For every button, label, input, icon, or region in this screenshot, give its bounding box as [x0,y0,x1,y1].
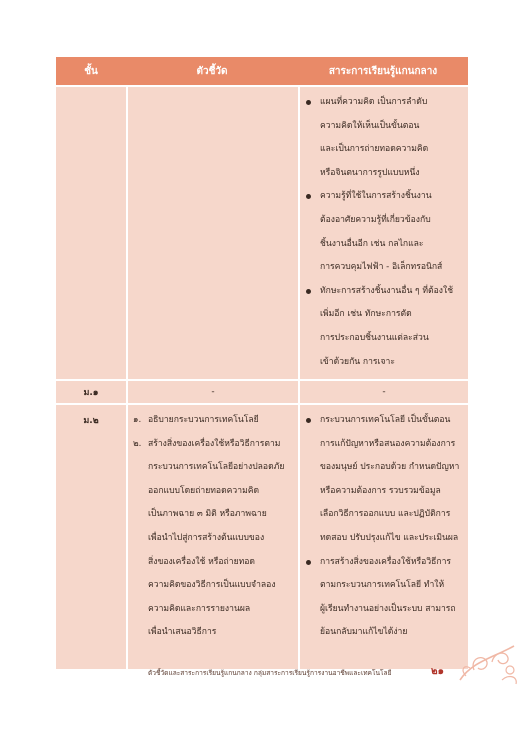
table-row [56,379,468,403]
core-content-line [300,209,468,233]
indicator-line [128,456,298,480]
line-text: อธิบายกระบวนการเทคโนโลยี [148,415,259,425]
line-text: สิ่งของเครื่องใช้ หรือถ่ายทอด [148,556,256,567]
line-text: เข้าด้วยกัน การเจาะ [320,356,395,367]
indicator-text: - [211,387,215,397]
grade-label: ม.๒ [83,416,99,426]
line-text: เพื่อนำเสนอวิธีการ [148,627,217,638]
indicator-line [128,409,298,433]
core-content-text: - [382,387,386,397]
line-text: เลือกวิธีการออกแบบ และปฏิบัติการ [320,509,451,520]
line-text: กระบวนการเทคโนโลยีอย่างปลอดภัย [148,462,285,473]
line-text: ชิ้นงานอื่นอีก เช่น กลไกและ [320,238,424,249]
core-content-line [300,280,468,304]
core-content-lines [300,405,468,645]
line-text: ย้อนกลับมาแก้ไขได้ง่าย [320,627,408,638]
line-text: ตามกระบวนการเทคโนโลยี ทำให้ [320,580,445,591]
grade-cell [56,405,126,669]
indicator-line [128,527,298,551]
core-content-cell [298,405,468,669]
grade-cell [56,381,126,403]
core-content-line [300,621,468,645]
line-text: หรือความต้องการ รวบรวมข้อมูล [320,485,441,496]
core-content-line [300,256,468,280]
bullet-icon [306,100,311,105]
core-content-line [300,91,468,115]
line-text: ความคิดและการรายงานผล [148,603,251,614]
line-text: และเป็นการถ่ายทอดความคิด [320,144,429,155]
core-content-line [300,527,468,551]
line-text: เป็นภาพฉาย ๓ มิติ หรือภาพฉาย [148,509,267,520]
core-content-line [300,456,468,480]
grade-cell [56,87,126,379]
core-content-line [300,433,468,457]
core-content-line [300,574,468,598]
line-text: แผนที่ความคิด เป็นการลำดับ [320,97,428,107]
item-number: ๑. [133,415,142,425]
line-text: ต้องอาศัยความรู้ที่เกี่ยวข้องกับ [320,214,431,225]
core-content-line [300,233,468,257]
bullet-icon [306,194,311,199]
bullet-icon [306,289,311,294]
floral-ornament-icon [452,640,522,690]
line-text: การสร้างสิ่งของเครื่องใช้หรือวิธีการ [320,556,452,567]
grade-label: ม.๑ [83,388,99,398]
line-text: ผู้เรียนทำงานอย่างเป็นระบบ สามารถ [320,603,456,614]
indicator-line [128,480,298,504]
line-text: หรือจินตนาการรูปแบบหนึ่ง [320,167,420,178]
core-content-line [300,138,468,162]
indicator-line [128,598,298,622]
core-content-line [300,480,468,504]
line-text: ความคิดของวิธีการเป็นแบบจำลอง [148,580,276,591]
core-content-line [300,327,468,351]
page-number: ๒๑ [431,666,444,677]
item-number: ๒. [133,438,142,449]
line-text: การควบคุมไฟฟ้า - อิเล็กทรอนิกส์ [320,262,443,273]
indicator-line [128,574,298,598]
bullet-icon [306,560,311,565]
line-text: การแก้ปัญหาหรือสนองความต้องการ [320,438,456,449]
core-content-cell [298,87,468,379]
line-text: ความคิดให้เห็นเป็นขั้นตอน [320,120,420,131]
header-grade: ชั้น [84,65,98,77]
core-content-line [300,303,468,327]
page-footer: ตัวชี้วัดและสาระการเรียนรู้แกนกลาง กลุ่มสาระการเรียนรู้การงานอาชีพและเทคโนโลยี [148,669,392,677]
table-row [56,403,468,669]
indicator-line [128,621,298,645]
core-content-line [300,409,468,433]
indicator-cell [126,405,298,669]
line-text: ความรู้ที่ใช้ในการสร้างชิ้นงาน [320,191,432,202]
line-text: เพื่อนำไปสู่การสร้างต้นแบบของ [148,532,265,543]
indicator-lines [128,405,298,645]
line-text: เพิ่มอีก เช่น ทักษะการตัด [320,309,412,320]
core-content-cell [298,381,468,403]
line-text: ของมนุษย์ ประกอบด้วย กำหนดปัญหา [320,462,460,473]
core-content-line [300,503,468,527]
header-core-content: สาระการเรียนรู้แกนกลาง [328,65,438,77]
indicator-line [128,433,298,457]
core-content-line [300,351,468,375]
indicator-line [128,503,298,527]
core-content-line [300,598,468,622]
line-text: ทักษะการสร้างชิ้นงานอื่น ๆ ที่ต้องใช้ [320,285,454,296]
table-header [56,57,468,85]
line-text: กระบวนการเทคโนโลยี เป็นขั้นตอน [320,415,451,425]
core-content-line [300,162,468,186]
core-content-line [300,551,468,575]
indicator-line [128,551,298,575]
line-text: ทดสอบ ปรับปรุงแก้ไข และประเมินผล [320,532,459,543]
indicator-cell [126,87,298,379]
line-text: ออกแบบโดยถ่ายทอดความคิด [148,485,260,496]
core-content-line [300,115,468,139]
indicator-cell [126,381,298,403]
table-row [56,85,468,379]
core-content-line [300,185,468,209]
header-indicator: ตัวชี้วัด [196,65,228,77]
core-content-lines [300,87,468,374]
curriculum-table [56,57,468,669]
line-text: สร้างสิ่งของเครื่องใช้หรือวิธีการตาม [148,438,281,449]
bullet-icon [306,418,311,423]
line-text: การประกอบชิ้นงานแต่ละส่วน [320,332,429,343]
